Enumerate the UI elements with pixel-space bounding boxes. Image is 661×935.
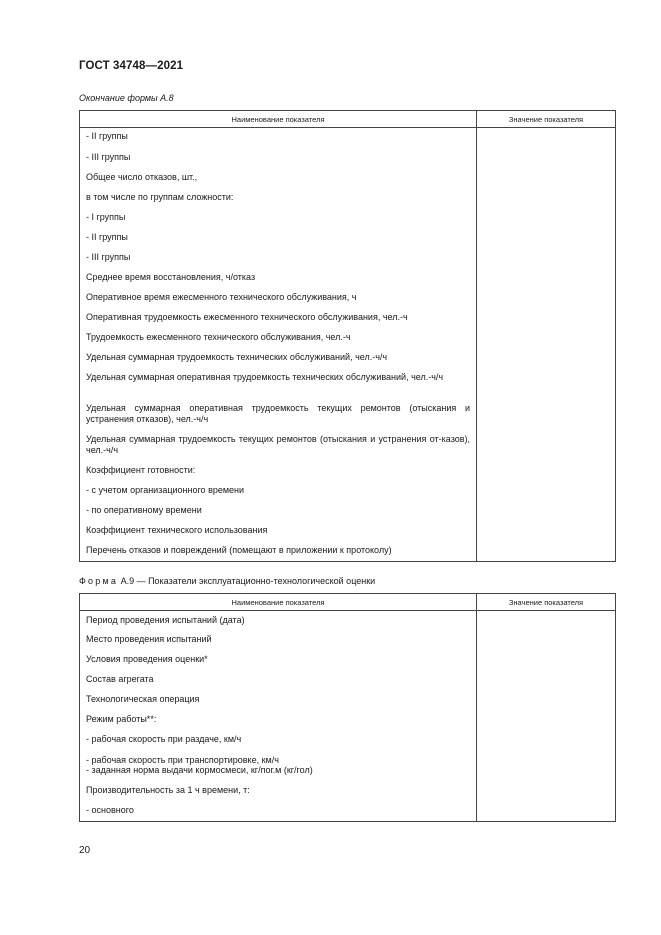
column-header-name: Наименование показателя [80,111,477,128]
table-row: Место проведения испытаний [80,631,477,651]
table-row: - по оперативному времени [80,502,477,522]
column-header-value: Значение показателя [477,111,616,128]
table-row: - рабочая скорость при транспортировке, км/ч - заданная норма выдачи кормосмеси, кг/пог.м (кг/гол) [80,752,477,782]
table-row: Коэффициент готовности: [80,462,477,482]
table-row: Общее число отказов, шт., [80,169,477,189]
table1-caption: Окончание формы А.8 [79,93,174,103]
table-row: Технологическая операция [80,691,477,711]
table-row: - I группы [80,209,477,229]
column-header-name: Наименование показателя [80,594,477,611]
column-header-value: Значение показателя [477,594,616,611]
table-row: Условия проведения оценки* [80,651,477,671]
table-row: - с учетом организационного времени [80,482,477,502]
table-row: Режим работы**: [80,711,477,731]
table-form-a8-end [79,110,616,562]
table-row: Удельная суммарная трудоемкость технических обслуживаний, чел.-ч/ч [80,349,477,369]
table-row: Удельная суммарная оперативная трудоемкость текущих ремонтов (отыскания и устранения отказов), чел.-ч/ч [80,400,477,431]
table-row: Перечень отказов и повреждений (помещают в приложении к протоколу) [80,542,477,562]
table-row: Период проведения испытаний (дата) [80,611,477,631]
table-row: Среднее время восстановления, ч/отказ [80,269,477,289]
table-row: в том числе по группам сложности: [80,189,477,209]
table-row: Оперативное время ежесменного технического обслуживания, ч [80,289,477,309]
document-header: ГОСТ 34748—2021 [79,60,184,72]
table-row: - рабочая скорость при раздаче, км/ч [80,731,477,752]
table2-caption [79,576,375,586]
table-row: Трудоемкость ежесменного технического обслуживания, чел.-ч [80,329,477,349]
value-cell [477,128,616,562]
table-row: Удельная суммарная оперативная трудоемкость технических обслуживаний, чел.-ч/ч [80,369,477,400]
table-row: - III группы [80,249,477,269]
page-number: 20 [79,845,91,856]
table-row: Состав агрегата [80,671,477,691]
table-row: - II группы [80,128,477,149]
table-form-a9 [79,593,616,822]
caption-text: А.9 — Показатели эксплуатационно-технологической оценки [120,576,376,586]
table-row: Производительность за 1 ч времени, т: [80,782,477,802]
value-cell [477,611,616,822]
table-row: Оперативная трудоемкость ежесменного технического обслуживания, чел.-ч [80,309,477,329]
table-row: - основного [80,802,477,822]
caption-prefix: Форма [79,576,119,586]
table-row: Удельная суммарная трудоемкость текущих ремонтов (отыскания и устранения от-казов), чел.-ч/ч [80,431,477,462]
table-row: - II группы [80,229,477,249]
table-row: - III группы [80,149,477,169]
table-row: Коэффициент технического использования [80,522,477,542]
